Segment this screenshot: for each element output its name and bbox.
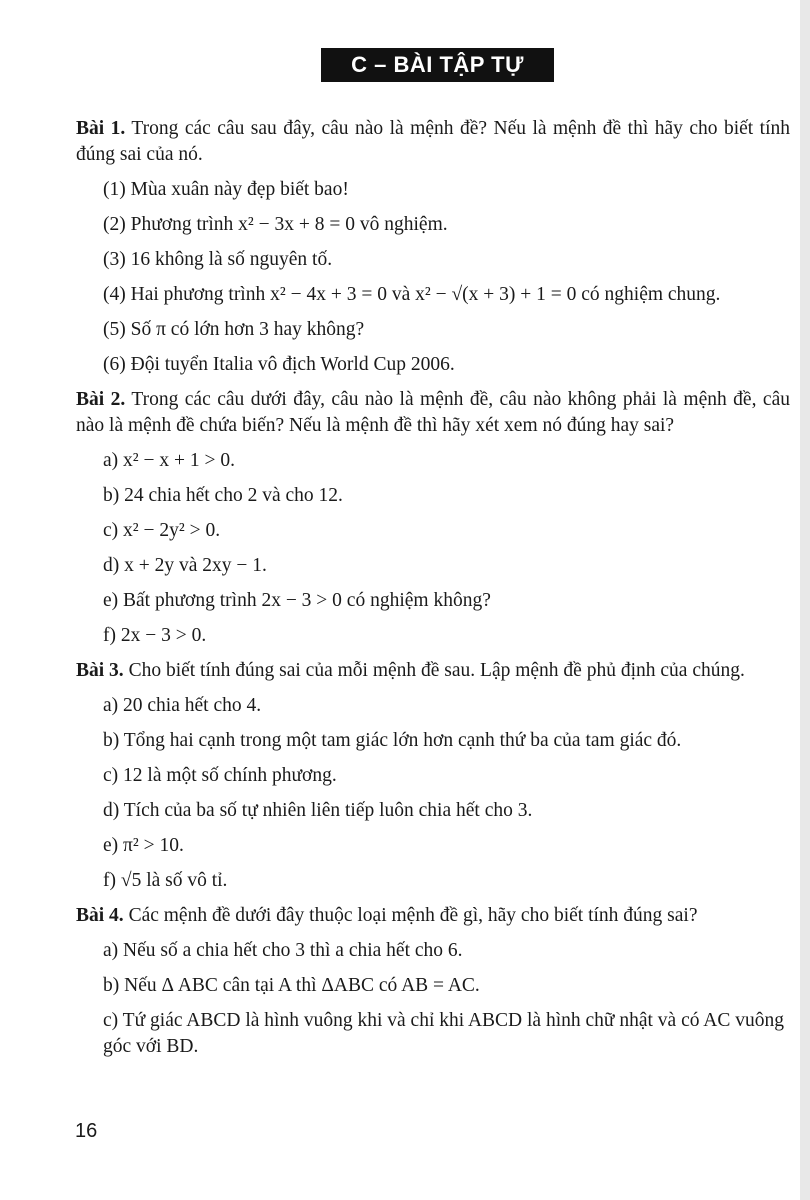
- exercise-text: Trong các câu sau đây, câu nào là mệnh đề? Nếu là mệnh đề thì hãy cho biết tính đúng sai của nó.: [76, 118, 790, 165]
- list-item: a) 20 chia hết cho 4.: [103, 695, 262, 716]
- exercise-text: Cho biết tính đúng sai của mỗi mệnh đề sau. Lập mệnh đề phủ định của chúng.: [128, 660, 745, 681]
- exercise-list: [76, 112, 790, 1060]
- exercise-label: Bài 3.: [76, 660, 124, 681]
- exercise-label: Bài 4.: [76, 905, 124, 926]
- list-item: a) Nếu số a chia hết cho 3 thì a chia hết cho 6.: [103, 940, 463, 961]
- list-item: e) Bất phương trình 2x − 3 > 0 có nghiệm không?: [103, 590, 491, 611]
- exercise-label: Bài 1.: [76, 118, 126, 139]
- list-item: (4) Hai phương trình x² − 4x + 3 = 0 và x² − √(x + 3) + 1 = 0 có nghiệm chung.: [103, 284, 721, 305]
- page-edge: [800, 0, 810, 1200]
- exercise-3: [76, 658, 790, 684]
- list-item: c) Tứ giác ABCD là hình vuông khi và chỉ khi ABCD là hình chữ nhật và có AC vuông góc với BD.: [103, 1010, 784, 1057]
- list-item: f) √5 là số vô tỉ.: [103, 870, 228, 891]
- list-item: b) Tổng hai cạnh trong một tam giác lớn hơn cạnh thứ ba của tam giác đó.: [103, 730, 682, 751]
- exercise-text: Trong các câu dưới đây, câu nào là mệnh đề, câu nào không phải là mệnh đề, câu nào là mệnh đề chứa biến? Nếu là mệnh đề thì hãy xét xem nó đúng hay sai?: [76, 389, 790, 436]
- list-item: a) x² − x + 1 > 0.: [103, 450, 235, 471]
- page-number: 16: [75, 1120, 98, 1142]
- exercise-2: [76, 387, 790, 439]
- list-item: b) Nếu Δ ABC cân tại A thì ΔABC có AB = AC.: [103, 975, 480, 996]
- exercise-1: [76, 116, 790, 168]
- list-item: e) π² > 10.: [103, 835, 184, 856]
- list-item: (6) Đội tuyển Italia vô địch World Cup 2006.: [103, 354, 455, 375]
- exercise-4: [76, 903, 790, 929]
- exercise-text: Các mệnh đề dưới đây thuộc loại mệnh đề gì, hãy cho biết tính đúng sai?: [128, 905, 698, 926]
- list-item: b) 24 chia hết cho 2 và cho 12.: [103, 485, 343, 506]
- list-item: d) Tích của ba số tự nhiên liên tiếp luôn chia hết cho 3.: [103, 800, 533, 821]
- list-item: d) x + 2y và 2xy − 1.: [103, 555, 267, 576]
- list-item: (5) Số π có lớn hơn 3 hay không?: [103, 319, 365, 340]
- exercise-label: Bài 2.: [76, 389, 126, 410]
- list-item: (1) Mùa xuân này đẹp biết bao!: [103, 179, 349, 200]
- list-item: c) x² − 2y² > 0.: [103, 520, 221, 541]
- section-title: C – BÀI TẬP TỰ LUẬN: [321, 48, 554, 82]
- list-item: c) 12 là một số chính phương.: [103, 765, 337, 786]
- list-item: (3) 16 không là số nguyên tố.: [103, 249, 333, 270]
- list-item: f) 2x − 3 > 0.: [103, 625, 207, 646]
- list-item: (2) Phương trình x² − 3x + 8 = 0 vô nghiệm.: [103, 214, 448, 235]
